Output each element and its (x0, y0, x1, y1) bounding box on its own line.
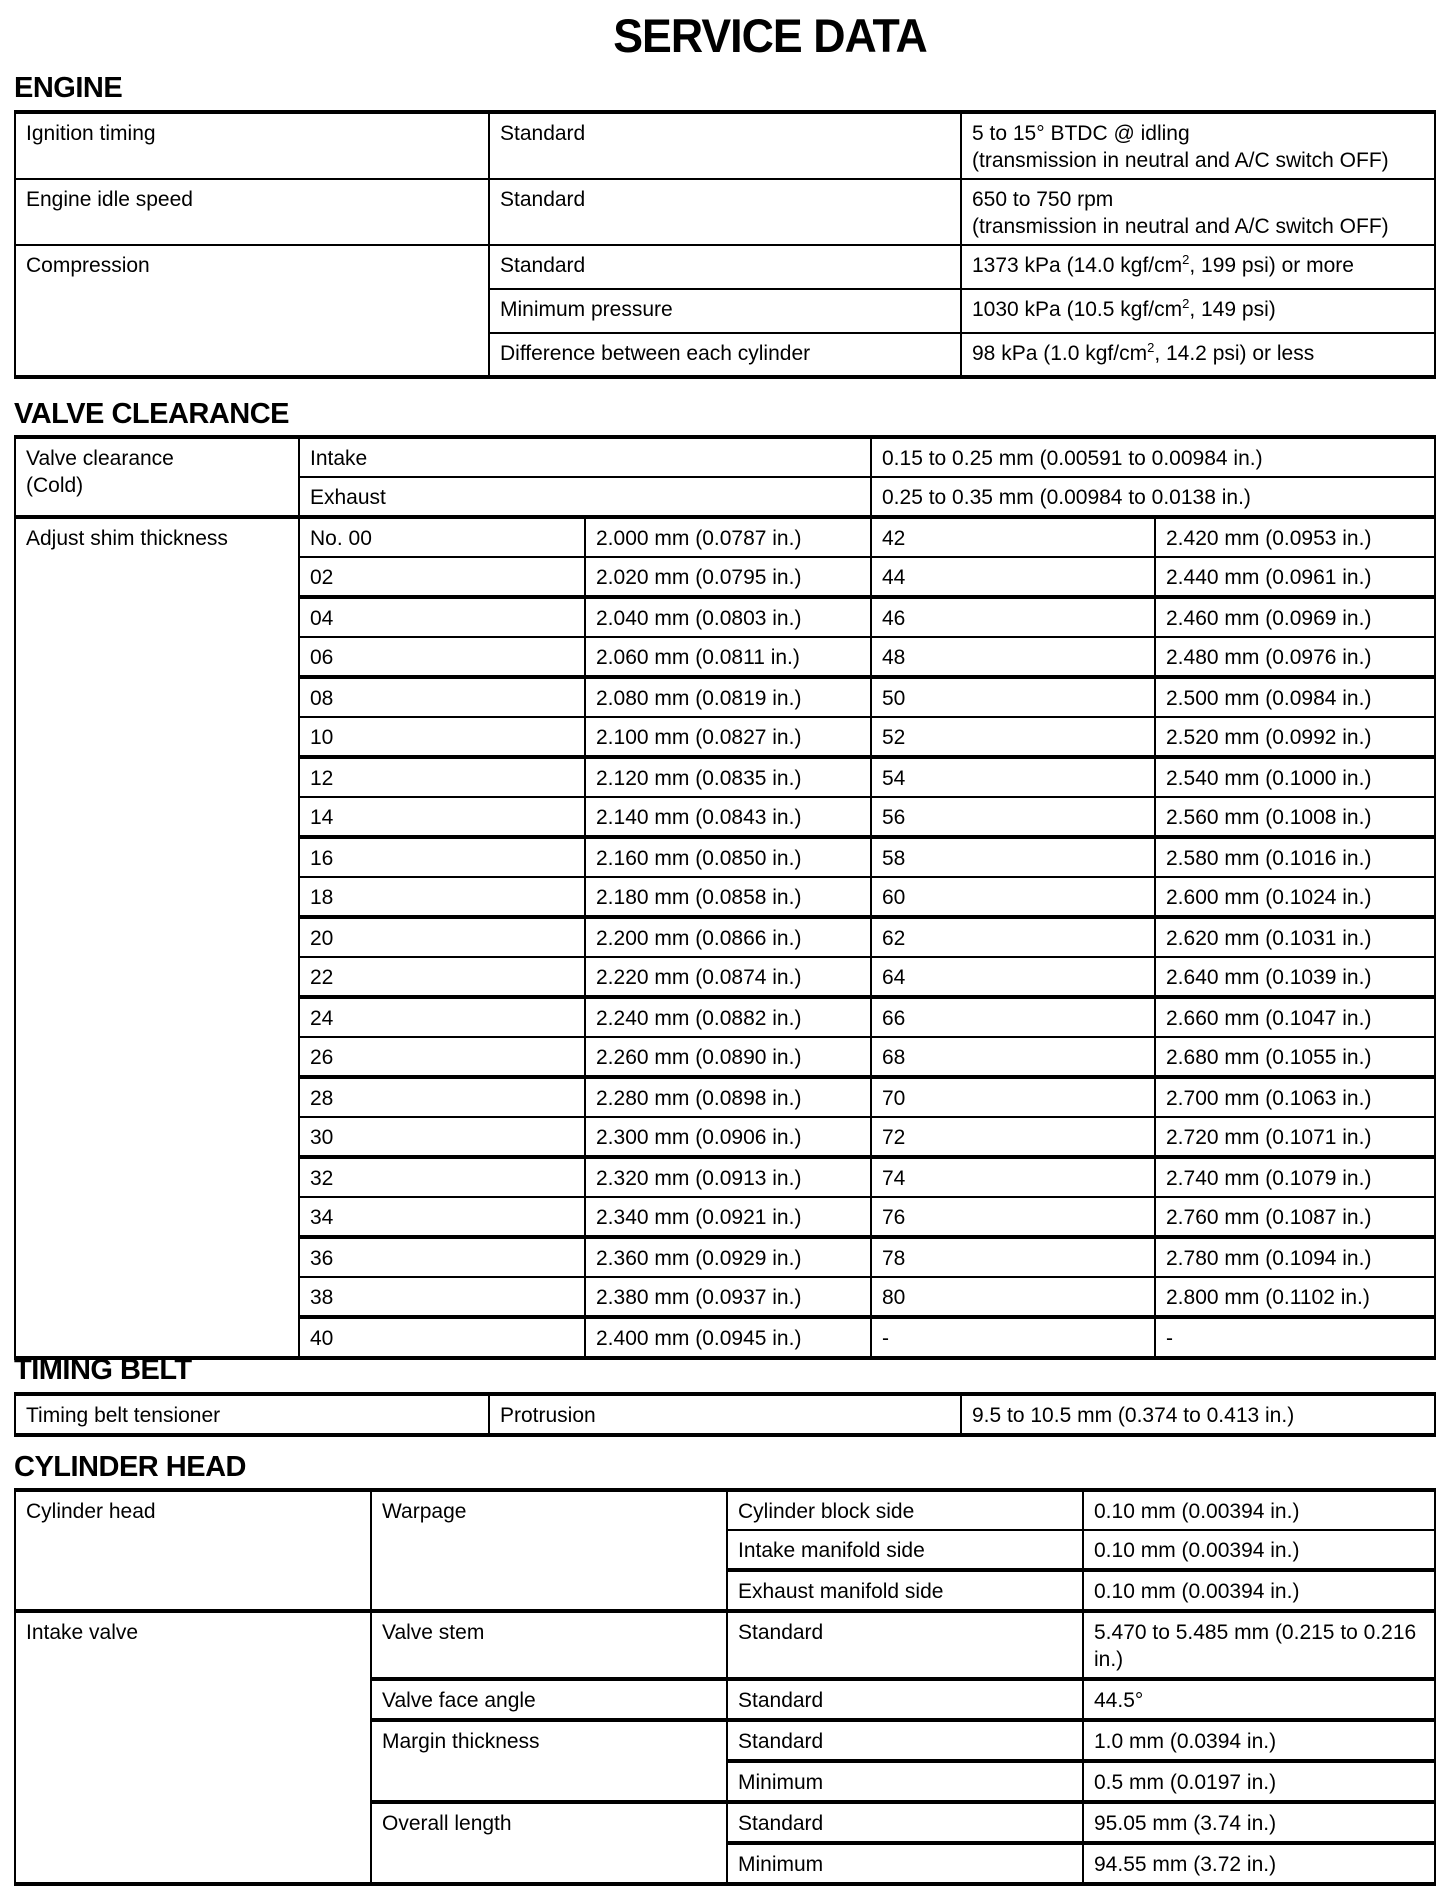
shim-thickness: 2.760 mm (0.1087 in.) (1155, 1197, 1435, 1237)
shim-thickness: 2.100 mm (0.0827 in.) (585, 717, 871, 757)
spec-label: Adjust shim thickness (15, 517, 299, 1358)
table-row (15, 1394, 1435, 1435)
shim-thickness: 2.720 mm (0.1071 in.) (1155, 1117, 1435, 1157)
spec-item: Warpage (371, 1490, 727, 1611)
spec-label (15, 437, 299, 517)
shim-thickness: 2.400 mm (0.0945 in.) (585, 1317, 871, 1358)
value-text: 1373 kPa (14.0 kgf/cm (972, 254, 1183, 277)
shim-thickness: 2.500 mm (0.0984 in.) (1155, 677, 1435, 717)
shim-thickness: 2.540 mm (0.1000 in.) (1155, 757, 1435, 797)
shim-thickness: 2.260 mm (0.0890 in.) (585, 1037, 871, 1077)
spec-value-line: (transmission in neutral and A/C switch OFF) (972, 149, 1389, 172)
shim-number: 10 (299, 717, 585, 757)
shim-number: 02 (299, 557, 585, 597)
shim-number: 68 (871, 1037, 1155, 1077)
spec-value: 0.10 mm (0.00394 in.) (1083, 1490, 1435, 1530)
shim-number: 66 (871, 997, 1155, 1037)
spec-value: 94.55 mm (3.72 in.) (1083, 1843, 1435, 1884)
shim-number: 48 (871, 637, 1155, 677)
page-title: SERVICE DATA (613, 9, 927, 62)
valve-clearance-table (14, 435, 1436, 1360)
shim-thickness: - (1155, 1317, 1435, 1358)
shim-number: 52 (871, 717, 1155, 757)
spec-condition: Exhaust (299, 477, 871, 517)
shim-number: 54 (871, 757, 1155, 797)
spec-label: Cylinder head (15, 1490, 371, 1611)
spec-condition: Intake manifold side (727, 1530, 1083, 1570)
shim-number: 06 (299, 637, 585, 677)
shim-thickness: 2.000 mm (0.0787 in.) (585, 517, 871, 557)
shim-number: 42 (871, 517, 1155, 557)
spec-value (961, 112, 1435, 179)
shim-number: 80 (871, 1277, 1155, 1317)
value-text: , 199 psi) or more (1189, 254, 1354, 277)
spec-value (961, 245, 1435, 289)
label-line: Valve clearance (26, 447, 174, 470)
shim-number: 58 (871, 837, 1155, 877)
spec-label: Compression (15, 245, 489, 377)
spec-value: 0.25 to 0.35 mm (0.00984 to 0.0138 in.) (871, 477, 1435, 517)
cylinder-head-table (14, 1488, 1436, 1886)
shim-thickness: 2.120 mm (0.0835 in.) (585, 757, 871, 797)
table-row (15, 1611, 1435, 1679)
spec-condition: Exhaust manifold side (727, 1570, 1083, 1611)
shim-number: 50 (871, 677, 1155, 717)
spec-value: 0.10 mm (0.00394 in.) (1083, 1570, 1435, 1611)
shim-number: 44 (871, 557, 1155, 597)
shim-number: 78 (871, 1237, 1155, 1277)
table-row (15, 517, 1435, 557)
spec-value (961, 289, 1435, 333)
shim-thickness: 2.800 mm (0.1102 in.) (1155, 1277, 1435, 1317)
section-heading-timing-belt: TIMING BELT (14, 1354, 192, 1386)
spec-value: 95.05 mm (3.74 in.) (1083, 1802, 1435, 1843)
section-heading-cylinder-head: CYLINDER HEAD (14, 1451, 246, 1483)
table-row (15, 437, 1435, 477)
value-text: , 149 psi) (1189, 298, 1276, 321)
shim-number: 12 (299, 757, 585, 797)
spec-value: 0.15 to 0.25 mm (0.00591 to 0.00984 in.) (871, 437, 1435, 477)
shim-number: 74 (871, 1157, 1155, 1197)
spec-condition: Standard (489, 112, 961, 179)
spec-value: 5.470 to 5.485 mm (0.215 to 0.216 in.) (1083, 1611, 1435, 1679)
shim-number: 62 (871, 917, 1155, 957)
shim-number: 70 (871, 1077, 1155, 1117)
shim-thickness: 2.300 mm (0.0906 in.) (585, 1117, 871, 1157)
shim-thickness: 2.520 mm (0.0992 in.) (1155, 717, 1435, 757)
table-row (15, 112, 1435, 179)
shim-thickness: 2.280 mm (0.0898 in.) (585, 1077, 871, 1117)
shim-thickness: 2.340 mm (0.0921 in.) (585, 1197, 871, 1237)
spec-condition: Standard (727, 1611, 1083, 1679)
shim-thickness: 2.700 mm (0.1063 in.) (1155, 1077, 1435, 1117)
engine-table (14, 110, 1436, 379)
spec-label: Intake valve (15, 1611, 371, 1884)
shim-number: 56 (871, 797, 1155, 837)
spec-condition: Minimum (727, 1843, 1083, 1884)
shim-thickness: 2.180 mm (0.0858 in.) (585, 877, 871, 917)
shim-number: 18 (299, 877, 585, 917)
shim-thickness: 2.660 mm (0.1047 in.) (1155, 997, 1435, 1037)
shim-number: - (871, 1317, 1155, 1358)
timing-belt-table (14, 1392, 1436, 1437)
shim-number: 20 (299, 917, 585, 957)
shim-number: 24 (299, 997, 585, 1037)
shim-thickness: 2.460 mm (0.0969 in.) (1155, 597, 1435, 637)
shim-thickness: 2.680 mm (0.1055 in.) (1155, 1037, 1435, 1077)
spec-condition: Protrusion (489, 1394, 961, 1435)
value-text: 98 kPa (1.0 kgf/cm (972, 342, 1148, 365)
table-row (15, 179, 1435, 245)
shim-number: 38 (299, 1277, 585, 1317)
superscript: 2 (1147, 340, 1155, 355)
spec-item: Valve face angle (371, 1679, 727, 1720)
label-line: (Cold) (26, 474, 84, 497)
shim-number: 08 (299, 677, 585, 717)
shim-thickness: 2.160 mm (0.0850 in.) (585, 837, 871, 877)
shim-number: 16 (299, 837, 585, 877)
spec-condition: Standard (727, 1679, 1083, 1720)
shim-thickness: 2.040 mm (0.0803 in.) (585, 597, 871, 637)
shim-number: 26 (299, 1037, 585, 1077)
shim-number: No. 00 (299, 517, 585, 557)
spec-condition: Intake (299, 437, 871, 477)
shim-thickness: 2.480 mm (0.0976 in.) (1155, 637, 1435, 677)
spec-item: Overall length (371, 1802, 727, 1884)
shim-thickness: 2.440 mm (0.0961 in.) (1155, 557, 1435, 597)
section-heading-valve-clearance: VALVE CLEARANCE (14, 398, 289, 430)
shim-number: 34 (299, 1197, 585, 1237)
spec-value (961, 333, 1435, 377)
superscript: 2 (1182, 296, 1190, 311)
shim-thickness: 2.640 mm (0.1039 in.) (1155, 957, 1435, 997)
value-text: , 14.2 psi) or less (1154, 342, 1315, 365)
shim-number: 30 (299, 1117, 585, 1157)
shim-thickness: 2.060 mm (0.0811 in.) (585, 637, 871, 677)
spec-condition: Minimum (727, 1761, 1083, 1802)
shim-number: 28 (299, 1077, 585, 1117)
shim-thickness: 2.140 mm (0.0843 in.) (585, 797, 871, 837)
shim-thickness: 2.200 mm (0.0866 in.) (585, 917, 871, 957)
spec-value: 44.5° (1083, 1679, 1435, 1720)
shim-number: 14 (299, 797, 585, 837)
shim-number: 22 (299, 957, 585, 997)
shim-thickness: 2.560 mm (0.1008 in.) (1155, 797, 1435, 837)
spec-condition: Difference between each cylinder (489, 333, 961, 377)
shim-number: 32 (299, 1157, 585, 1197)
superscript: 2 (1182, 252, 1190, 267)
shim-thickness: 2.080 mm (0.0819 in.) (585, 677, 871, 717)
spec-value-line: 650 to 750 rpm (972, 188, 1114, 211)
shim-number: 72 (871, 1117, 1155, 1157)
value-text: 1030 kPa (10.5 kgf/cm (972, 298, 1183, 321)
table-row (15, 1490, 1435, 1530)
spec-value: 1.0 mm (0.0394 in.) (1083, 1720, 1435, 1761)
spec-condition: Standard (489, 179, 961, 245)
spec-label: Ignition timing (15, 112, 489, 179)
spec-value: 0.10 mm (0.00394 in.) (1083, 1530, 1435, 1570)
table-row (15, 245, 1435, 289)
spec-value-line: (transmission in neutral and A/C switch OFF) (972, 215, 1389, 238)
spec-value: 9.5 to 10.5 mm (0.374 to 0.413 in.) (961, 1394, 1435, 1435)
shim-number: 60 (871, 877, 1155, 917)
shim-thickness: 2.380 mm (0.0937 in.) (585, 1277, 871, 1317)
spec-value-line: 5 to 15° BTDC @ idling (972, 122, 1190, 145)
spec-condition: Cylinder block side (727, 1490, 1083, 1530)
spec-condition: Standard (489, 245, 961, 289)
section-heading-engine: ENGINE (14, 72, 123, 104)
spec-value (961, 179, 1435, 245)
shim-number: 64 (871, 957, 1155, 997)
shim-table-body (15, 517, 1435, 1358)
shim-thickness: 2.780 mm (0.1094 in.) (1155, 1237, 1435, 1277)
spec-item: Valve stem (371, 1611, 727, 1679)
shim-thickness: 2.240 mm (0.0882 in.) (585, 997, 871, 1037)
spec-condition: Standard (727, 1720, 1083, 1761)
shim-thickness: 2.600 mm (0.1024 in.) (1155, 877, 1435, 917)
shim-number: 76 (871, 1197, 1155, 1237)
spec-condition: Standard (727, 1802, 1083, 1843)
shim-number: 40 (299, 1317, 585, 1358)
spec-item: Margin thickness (371, 1720, 727, 1802)
shim-number: 04 (299, 597, 585, 637)
spec-condition: Minimum pressure (489, 289, 961, 333)
shim-thickness: 2.580 mm (0.1016 in.) (1155, 837, 1435, 877)
spec-value: 0.5 mm (0.0197 in.) (1083, 1761, 1435, 1802)
shim-thickness: 2.420 mm (0.0953 in.) (1155, 517, 1435, 557)
shim-thickness: 2.320 mm (0.0913 in.) (585, 1157, 871, 1197)
shim-thickness: 2.020 mm (0.0795 in.) (585, 557, 871, 597)
shim-thickness: 2.360 mm (0.0929 in.) (585, 1237, 871, 1277)
spec-label: Timing belt tensioner (15, 1394, 489, 1435)
shim-thickness: 2.220 mm (0.0874 in.) (585, 957, 871, 997)
shim-number: 46 (871, 597, 1155, 637)
shim-thickness: 2.740 mm (0.1079 in.) (1155, 1157, 1435, 1197)
shim-thickness: 2.620 mm (0.1031 in.) (1155, 917, 1435, 957)
shim-number: 36 (299, 1237, 585, 1277)
spec-label: Engine idle speed (15, 179, 489, 245)
